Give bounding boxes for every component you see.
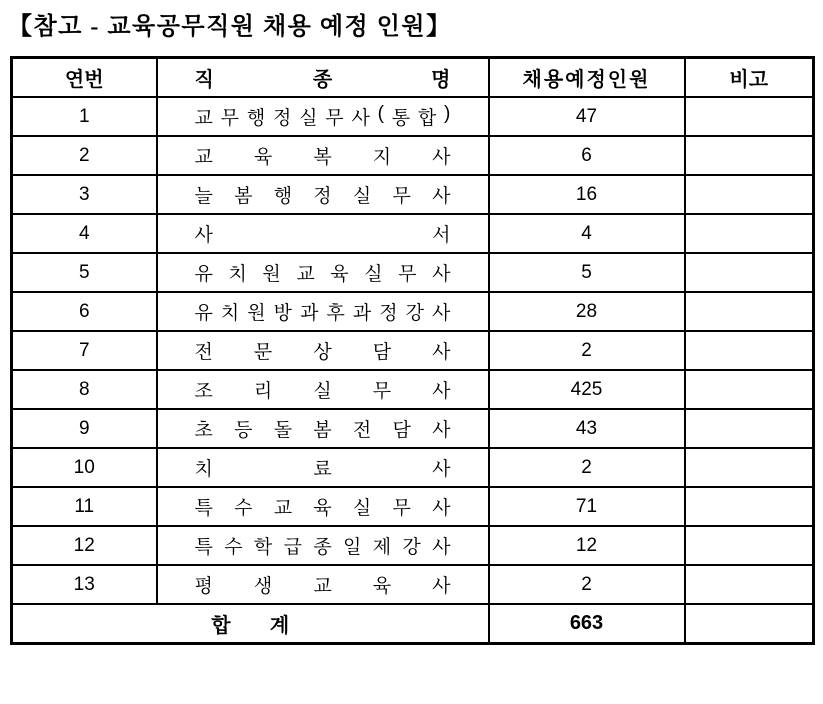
- job-name-cell: [157, 565, 489, 604]
- table-header: [12, 58, 814, 98]
- header-job-text: 직 종 명: [194, 69, 451, 91]
- total-label-text: 합 계: [211, 615, 290, 637]
- row-number-cell: 8: [12, 370, 157, 409]
- row-number-cell: 9: [12, 409, 157, 448]
- job-name-cell: [157, 370, 489, 409]
- table-row: [12, 175, 814, 214]
- table-row: [12, 370, 814, 409]
- table-body: [12, 97, 814, 644]
- job-name-text: 전 문 상 담 사: [194, 342, 451, 363]
- count-cell: 425: [489, 370, 685, 409]
- remark-cell: [685, 253, 814, 292]
- count-cell: 4: [489, 214, 685, 253]
- row-number-cell: 7: [12, 331, 157, 370]
- job-name-cell: [157, 97, 489, 136]
- remark-cell: [685, 526, 814, 565]
- remark-cell: [685, 565, 814, 604]
- remark-cell: [685, 487, 814, 526]
- header-count: 채용예정인원: [489, 58, 685, 98]
- count-cell: 43: [489, 409, 685, 448]
- table-row: [12, 409, 814, 448]
- row-number-cell: 6: [12, 292, 157, 331]
- job-name-cell: [157, 526, 489, 565]
- job-name-cell: [157, 175, 489, 214]
- document-page: [0, 6, 823, 704]
- table-row: [12, 565, 814, 604]
- table-row: [12, 214, 814, 253]
- row-number-cell: 3: [12, 175, 157, 214]
- table-row: [12, 253, 814, 292]
- table-row: [12, 292, 814, 331]
- row-number-cell: 11: [12, 487, 157, 526]
- count-cell: 12: [489, 526, 685, 565]
- job-name-cell: [157, 214, 489, 253]
- row-number-cell: 12: [12, 526, 157, 565]
- count-cell: 2: [489, 331, 685, 370]
- job-name-text: 치 료 사: [194, 459, 451, 480]
- job-name-cell: [157, 448, 489, 487]
- remark-cell: [685, 370, 814, 409]
- job-name-cell: [157, 253, 489, 292]
- table-row: [12, 448, 814, 487]
- table-row: [12, 97, 814, 136]
- job-name-text: 초 등 돌 봄 전 담 사: [194, 420, 451, 441]
- row-number-cell: 4: [12, 214, 157, 253]
- job-name-cell: [157, 409, 489, 448]
- job-name-text: 유 치 원 교 육 실 무 사: [194, 264, 451, 285]
- header-row: [12, 58, 814, 98]
- count-cell: 16: [489, 175, 685, 214]
- job-name-cell: [157, 136, 489, 175]
- row-number-cell: 2: [12, 136, 157, 175]
- total-row: [12, 604, 814, 644]
- count-cell: 2: [489, 448, 685, 487]
- remark-cell: [685, 292, 814, 331]
- job-name-cell: [157, 331, 489, 370]
- document-title: 【참고 - 교육공무직원 채용 예정 인원】: [8, 14, 452, 40]
- job-name-text: 평 생 교 육 사: [194, 576, 451, 597]
- remark-cell: [685, 97, 814, 136]
- remark-cell: [685, 214, 814, 253]
- job-name-text: 교 육 복 지 사: [194, 147, 451, 168]
- remark-cell: [685, 136, 814, 175]
- header-job: [157, 58, 489, 98]
- row-number-cell: 1: [12, 97, 157, 136]
- count-cell: 71: [489, 487, 685, 526]
- header-no: 연번: [12, 58, 157, 98]
- job-name-text: 사 서: [194, 225, 451, 246]
- table-row: [12, 487, 814, 526]
- job-name-cell: [157, 292, 489, 331]
- job-name-text: 특 수 교 육 실 무 사: [194, 498, 451, 519]
- table-row: [12, 331, 814, 370]
- table-row: [12, 526, 814, 565]
- count-cell: 2: [489, 565, 685, 604]
- table-row: [12, 136, 814, 175]
- remark-cell: [685, 409, 814, 448]
- job-name-text: 유 치 원 방 과 후 과 정 강 사: [194, 303, 451, 324]
- job-name-text: 교 무 행 정 실 무 사 ( 통 합 ): [194, 103, 451, 129]
- row-number-cell: 10: [12, 448, 157, 487]
- job-name-text: 조 리 실 무 사: [194, 381, 451, 402]
- remark-cell: [685, 448, 814, 487]
- count-cell: 28: [489, 292, 685, 331]
- job-name-text: 특 수 학 급 종 일 제 강 사: [194, 537, 451, 558]
- count-cell: 6: [489, 136, 685, 175]
- count-cell: 47: [489, 97, 685, 136]
- total-label-cell: [12, 604, 489, 644]
- job-name-text: 늘 봄 행 정 실 무 사: [194, 186, 451, 207]
- count-cell: 5: [489, 253, 685, 292]
- job-name-cell: [157, 487, 489, 526]
- remark-cell: [685, 331, 814, 370]
- hiring-table: [10, 56, 815, 645]
- total-count-cell: 663: [489, 604, 685, 644]
- row-number-cell: 13: [12, 565, 157, 604]
- total-remark-cell: [685, 604, 814, 644]
- remark-cell: [685, 175, 814, 214]
- header-remark: 비고: [685, 58, 814, 98]
- row-number-cell: 5: [12, 253, 157, 292]
